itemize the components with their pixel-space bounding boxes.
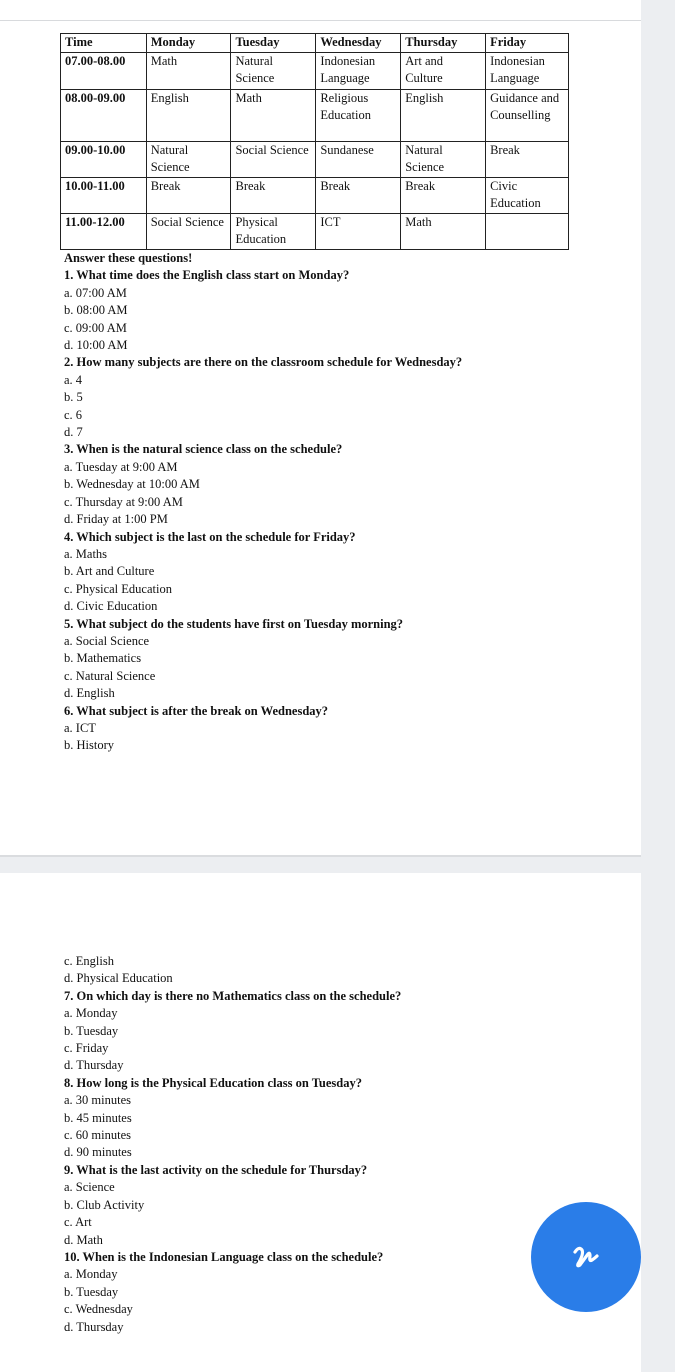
- answer-option: a. Maths: [64, 546, 108, 561]
- answer-option: d. 7: [64, 425, 83, 440]
- answer-option: a. 30 minutes: [64, 1093, 132, 1108]
- answer-option: d. Physical Education: [64, 971, 173, 986]
- answer-option: c. Thursday at 9:00 AM: [64, 494, 183, 509]
- subject-cell: [486, 214, 569, 250]
- right-gutter: [641, 0, 675, 1372]
- class-schedule-table: [60, 33, 569, 250]
- answer-option: d. 90 minutes: [64, 1145, 132, 1160]
- subject-cell: Natural Science: [231, 53, 316, 90]
- subject-cell: Natural Science: [401, 142, 486, 178]
- answer-option: b. 45 minutes: [64, 1110, 132, 1125]
- answer-option: c. 60 minutes: [64, 1128, 132, 1143]
- questions-section-page-2: [64, 953, 401, 1336]
- subject-cell: Math: [146, 53, 231, 90]
- answer-option: a. Tuesday at 9:00 AM: [64, 459, 178, 474]
- question-text: 9. What is the last activity on the schedule for Thursday?: [64, 1162, 368, 1177]
- answer-option: b. Club Activity: [64, 1197, 145, 1212]
- answer-option: d. Civic Education: [64, 599, 158, 614]
- table-row: [61, 53, 569, 90]
- subject-cell: Social Science: [146, 214, 231, 250]
- answer-option: c. Art: [64, 1215, 92, 1230]
- subject-cell: Religious Education: [316, 90, 401, 142]
- answer-option: a. Monday: [64, 1267, 118, 1282]
- table-row: [61, 90, 569, 142]
- answer-option: c. 6: [64, 407, 83, 422]
- answer-option: a. Monday: [64, 1006, 118, 1021]
- header-time: Time: [61, 34, 147, 53]
- answer-option: c. 09:00 AM: [64, 320, 127, 335]
- time-cell: 11.00-12.00: [61, 214, 147, 250]
- answer-option: b. 08:00 AM: [64, 303, 128, 318]
- answer-option: d. English: [64, 686, 115, 701]
- table-row: [61, 178, 569, 214]
- answer-option: c. Wednesday: [64, 1302, 133, 1317]
- answer-option: c. Friday: [64, 1041, 109, 1056]
- questions-section-page-1: [64, 250, 462, 755]
- table-row: [61, 142, 569, 178]
- subject-cell: Break: [316, 178, 401, 214]
- answer-option: b. Mathematics: [64, 651, 142, 666]
- time-cell: 10.00-11.00: [61, 178, 147, 214]
- answer-option: b. 5: [64, 390, 83, 405]
- question-text: 8. How long is the Physical Education class on Tuesday?: [64, 1075, 362, 1090]
- header-wednesday: Wednesday: [316, 34, 401, 53]
- question-text: 7. On which day is there no Mathematics class on the schedule?: [64, 988, 402, 1003]
- subject-cell: Break: [401, 178, 486, 214]
- answer-option: a. ICT: [64, 720, 96, 735]
- subject-cell: Art and Culture: [401, 53, 486, 90]
- header-monday: Monday: [146, 34, 231, 53]
- time-cell: 09.00-10.00: [61, 142, 147, 178]
- answer-option: d. Friday at 1:00 PM: [64, 512, 168, 527]
- subject-cell: ICT: [316, 214, 401, 250]
- answer-option: b. History: [64, 738, 114, 753]
- subject-cell: Guidance and Counselling: [486, 90, 569, 142]
- answer-option: d. Thursday: [64, 1058, 124, 1073]
- subject-cell: Math: [401, 214, 486, 250]
- subject-cell: English: [146, 90, 231, 142]
- answer-option: d. 10:00 AM: [64, 338, 128, 353]
- answer-option: c. English: [64, 954, 114, 968]
- table-row: [61, 214, 569, 250]
- subject-cell: Indonesian Language: [316, 53, 401, 90]
- time-cell: 08.00-09.00: [61, 90, 147, 142]
- header-tuesday: Tuesday: [231, 34, 316, 53]
- subject-cell: Break: [486, 142, 569, 178]
- question-text: 10. When is the Indonesian Language class on the schedule?: [64, 1249, 384, 1264]
- question-text: 6. What subject is after the break on Wednesday?: [64, 703, 329, 718]
- document-page-1: [0, 21, 641, 855]
- answer-option: b. Tuesday: [64, 1284, 119, 1299]
- subject-cell: Break: [146, 178, 231, 214]
- time-cell: 07.00-08.00: [61, 53, 147, 90]
- document-page-2: [0, 873, 641, 1372]
- instructions-heading: Answer these questions!: [64, 251, 193, 265]
- question-text: 2. How many subjects are there on the classroom schedule for Wednesday?: [64, 355, 463, 370]
- answer-option: a. 07:00 AM: [64, 285, 127, 300]
- subject-cell: Natural Science: [146, 142, 231, 178]
- subject-cell: English: [401, 90, 486, 142]
- header-thursday: Thursday: [401, 34, 486, 53]
- header-friday: Friday: [486, 34, 569, 53]
- table-header-row: [61, 34, 569, 53]
- subject-cell: Physical Education: [231, 214, 316, 250]
- subject-cell: Indonesian Language: [486, 53, 569, 90]
- answer-option: a. Science: [64, 1180, 115, 1195]
- answer-option: b. Wednesday at 10:00 AM: [64, 477, 200, 492]
- floating-action-button[interactable]: [531, 1202, 641, 1312]
- subject-cell: Break: [231, 178, 316, 214]
- answer-option: c. Natural Science: [64, 668, 156, 683]
- subject-cell: Sundanese: [316, 142, 401, 178]
- page-break: [0, 855, 641, 873]
- pen-scribble-icon: [569, 1240, 603, 1274]
- answer-option: b. Art and Culture: [64, 564, 155, 579]
- question-text: 3. When is the natural science class on the schedule?: [64, 442, 343, 457]
- answer-option: a. Social Science: [64, 633, 150, 648]
- question-text: 1. What time does the English class start on Monday?: [64, 268, 350, 283]
- subject-cell: Civic Education: [486, 178, 569, 214]
- question-text: 5. What subject do the students have first on Tuesday morning?: [64, 616, 404, 631]
- answer-option: b. Tuesday: [64, 1023, 119, 1038]
- subject-cell: Math: [231, 90, 316, 142]
- question-text: 4. Which subject is the last on the schedule for Friday?: [64, 529, 356, 544]
- answer-option: d. Math: [64, 1232, 103, 1247]
- answer-option: d. Thursday: [64, 1319, 124, 1334]
- subject-cell: Social Science: [231, 142, 316, 178]
- answer-option: a. 4: [64, 372, 83, 387]
- answer-option: c. Physical Education: [64, 581, 172, 596]
